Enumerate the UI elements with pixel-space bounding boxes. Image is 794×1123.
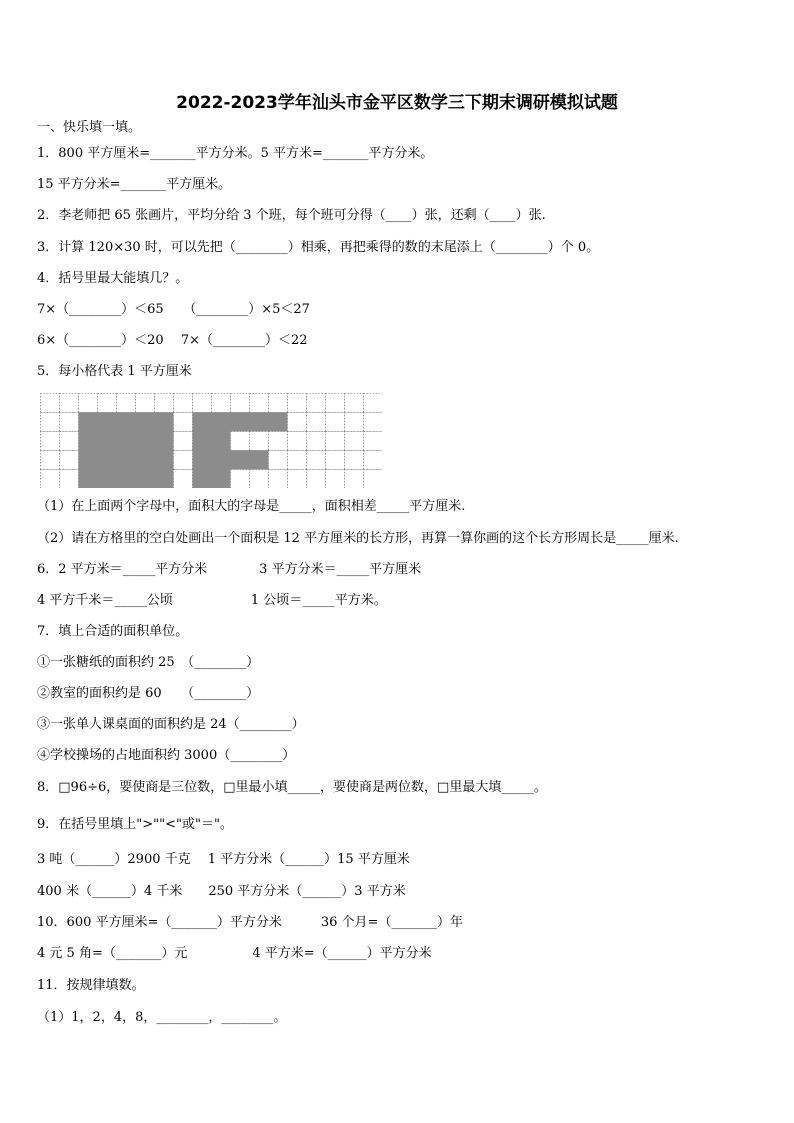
question-line-l7: 7×（________）＜65 （________）×5＜27	[37, 302, 310, 317]
question-line-l1: 一、快乐填一填。	[37, 120, 142, 135]
grid-cell-filled	[212, 413, 231, 432]
grid-cell-filled	[79, 413, 98, 432]
question-line-l12: 6．2 平方米＝_____平方分米 3 平方分米＝_____平方厘米	[37, 562, 422, 577]
grid-cell	[288, 432, 307, 451]
question-line-l6: 4．括号里最大能填几？。	[37, 271, 189, 286]
grid-cell-filled	[79, 470, 98, 489]
grid-cell-filled	[231, 413, 250, 432]
grid-cell	[288, 413, 307, 432]
question-line-l10: （1）在上面两个字母中，面积大的字母是_____，面积相差_____平方厘米.	[37, 499, 466, 514]
grid-cell	[98, 394, 117, 413]
grid-cell-filled	[193, 432, 212, 451]
grid-cell-filled	[155, 432, 174, 451]
grid-cell	[269, 432, 288, 451]
grid-cell	[364, 451, 383, 470]
grid-cell-filled	[155, 470, 174, 489]
grid-cell	[307, 432, 326, 451]
grid-cell	[250, 394, 269, 413]
grid-cell	[41, 470, 60, 489]
grid-cell-filled	[212, 451, 231, 470]
grid-cell	[60, 470, 79, 489]
grid-cell	[307, 470, 326, 489]
grid-cell	[60, 432, 79, 451]
grid-cell	[326, 394, 345, 413]
grid-cell	[41, 451, 60, 470]
grid-cell-filled	[193, 451, 212, 470]
question-line-l18: ④学校操场的占地面积约 3000（________）	[37, 748, 296, 763]
grid-cell	[231, 432, 250, 451]
question-line-l17: ③一张单人课桌面的面积约是 24（________）	[37, 717, 305, 732]
grid-cell	[174, 413, 193, 432]
grid-cell	[174, 451, 193, 470]
question-line-l26: （1）1，2，4，8，________，________。	[37, 1010, 287, 1025]
question-line-l5: 3．计算 120×30 时，可以先把（________）相乘，再把乘得的数的末尾添上（________）个 0。	[37, 240, 600, 255]
grid-cell	[307, 413, 326, 432]
grid-cell-filled	[155, 451, 174, 470]
question-line-l23: 10．600 平方厘米=（_______）平方分米 36 个月=（_______）年	[37, 915, 463, 930]
grid-cell-filled	[212, 470, 231, 489]
question-line-l2: 1．800 平方厘米=_______平方分米。5 平方米=_______平方分米。	[37, 146, 434, 161]
grid-cell	[288, 394, 307, 413]
grid-cell	[60, 394, 79, 413]
grid-cell	[79, 394, 98, 413]
square-grid-figure	[40, 393, 382, 488]
grid-cell	[269, 451, 288, 470]
grid-cell	[60, 451, 79, 470]
grid-cell	[60, 413, 79, 432]
grid-cell	[345, 432, 364, 451]
question-line-l21: 3 吨（______）2900 千克 1 平方分米（______）15 平方厘米	[37, 852, 410, 867]
grid-cell-filled	[79, 451, 98, 470]
grid-cell	[155, 394, 174, 413]
grid-cell	[345, 413, 364, 432]
grid-cell-filled	[136, 432, 155, 451]
grid-cell	[117, 394, 136, 413]
grid-cell-filled	[250, 451, 269, 470]
grid-cell	[364, 413, 383, 432]
grid-cell	[307, 394, 326, 413]
grid-cell-filled	[250, 413, 269, 432]
grid-cell	[41, 394, 60, 413]
grid-cell	[212, 394, 231, 413]
grid-cell-filled	[117, 470, 136, 489]
page-title: 2022-2023学年汕头市金平区数学三下期末调研模拟试题	[176, 93, 618, 113]
question-line-l15: ①一张糖纸的面积约 25 （________）	[37, 655, 260, 670]
grid-cell-filled	[193, 470, 212, 489]
grid-cell-filled	[98, 451, 117, 470]
grid-cell	[174, 394, 193, 413]
grid-cell-filled	[212, 432, 231, 451]
grid-cell	[269, 470, 288, 489]
grid-cell	[307, 451, 326, 470]
grid-cell-filled	[98, 432, 117, 451]
grid-cell-filled	[117, 413, 136, 432]
grid-cell-filled	[269, 413, 288, 432]
grid-cell-filled	[136, 451, 155, 470]
question-line-l3: 15 平方分米=_______平方厘米。	[37, 177, 232, 192]
grid-cell-filled	[98, 413, 117, 432]
question-line-l9: 5．每小格代表 1 平方厘米	[37, 364, 192, 379]
grid-cell	[288, 470, 307, 489]
question-line-l22: 400 米（______）4 千米 250 平方分米（______）3 平方米	[37, 884, 406, 899]
grid-cell-filled	[117, 432, 136, 451]
grid-cell	[193, 394, 212, 413]
question-line-l8: 6×（________）＜20 7×（________）＜22	[37, 333, 308, 348]
grid-cell-filled	[193, 413, 212, 432]
grid-cell-filled	[231, 451, 250, 470]
question-line-l16: ②教室的面积约是 60 （________）	[37, 686, 260, 701]
grid-cell	[250, 432, 269, 451]
grid-cell	[269, 394, 288, 413]
question-line-l19: 8．□96÷6，要使商是三位数，□里最小填_____，要使商是两位数，□里最大填_____。	[37, 780, 547, 795]
grid-cell	[231, 394, 250, 413]
grid-cell	[174, 432, 193, 451]
grid-cell	[41, 413, 60, 432]
grid-cell	[326, 470, 345, 489]
grid-cell	[136, 394, 155, 413]
grid-cell	[326, 413, 345, 432]
grid-cell	[364, 394, 383, 413]
grid-cell-filled	[117, 451, 136, 470]
question-line-l24: 4 元 5 角=（_______）元 4 平方米=（______）平方分米	[37, 946, 432, 961]
grid-cell	[231, 470, 250, 489]
question-line-l11: （2）请在方格里的空白处画出一个面积是 12 平方厘米的长方形，再算一算你画的这个长方形周长是_____厘米.	[37, 531, 679, 546]
grid-cell	[326, 432, 345, 451]
grid-cell	[345, 394, 364, 413]
grid-cell	[41, 432, 60, 451]
grid-cell	[364, 470, 383, 489]
grid-cell	[288, 451, 307, 470]
grid-cell-filled	[155, 413, 174, 432]
question-line-l20: 9．在括号里填上">""<"或"＝"。	[37, 817, 233, 832]
question-line-l25: 11．按规律填数。	[37, 978, 145, 993]
question-line-l4: 2．李老师把 65 张画片，平均分给 3 个班，每个班可分得（____）张，还剩（____）张.	[37, 208, 546, 223]
grid-cell-filled	[79, 432, 98, 451]
grid-cell-filled	[136, 470, 155, 489]
grid-cell	[326, 451, 345, 470]
grid-cell	[250, 470, 269, 489]
grid-cell	[364, 432, 383, 451]
question-line-l13: 4 平方千米＝_____公顷 1 公顷＝_____平方米。	[37, 593, 387, 608]
grid-cell	[345, 470, 364, 489]
grid-cell	[174, 470, 193, 489]
grid-cell	[345, 451, 364, 470]
question-line-l14: 7．填上合适的面积单位。	[37, 624, 189, 639]
grid-cell-filled	[98, 470, 117, 489]
grid-cell-filled	[136, 413, 155, 432]
